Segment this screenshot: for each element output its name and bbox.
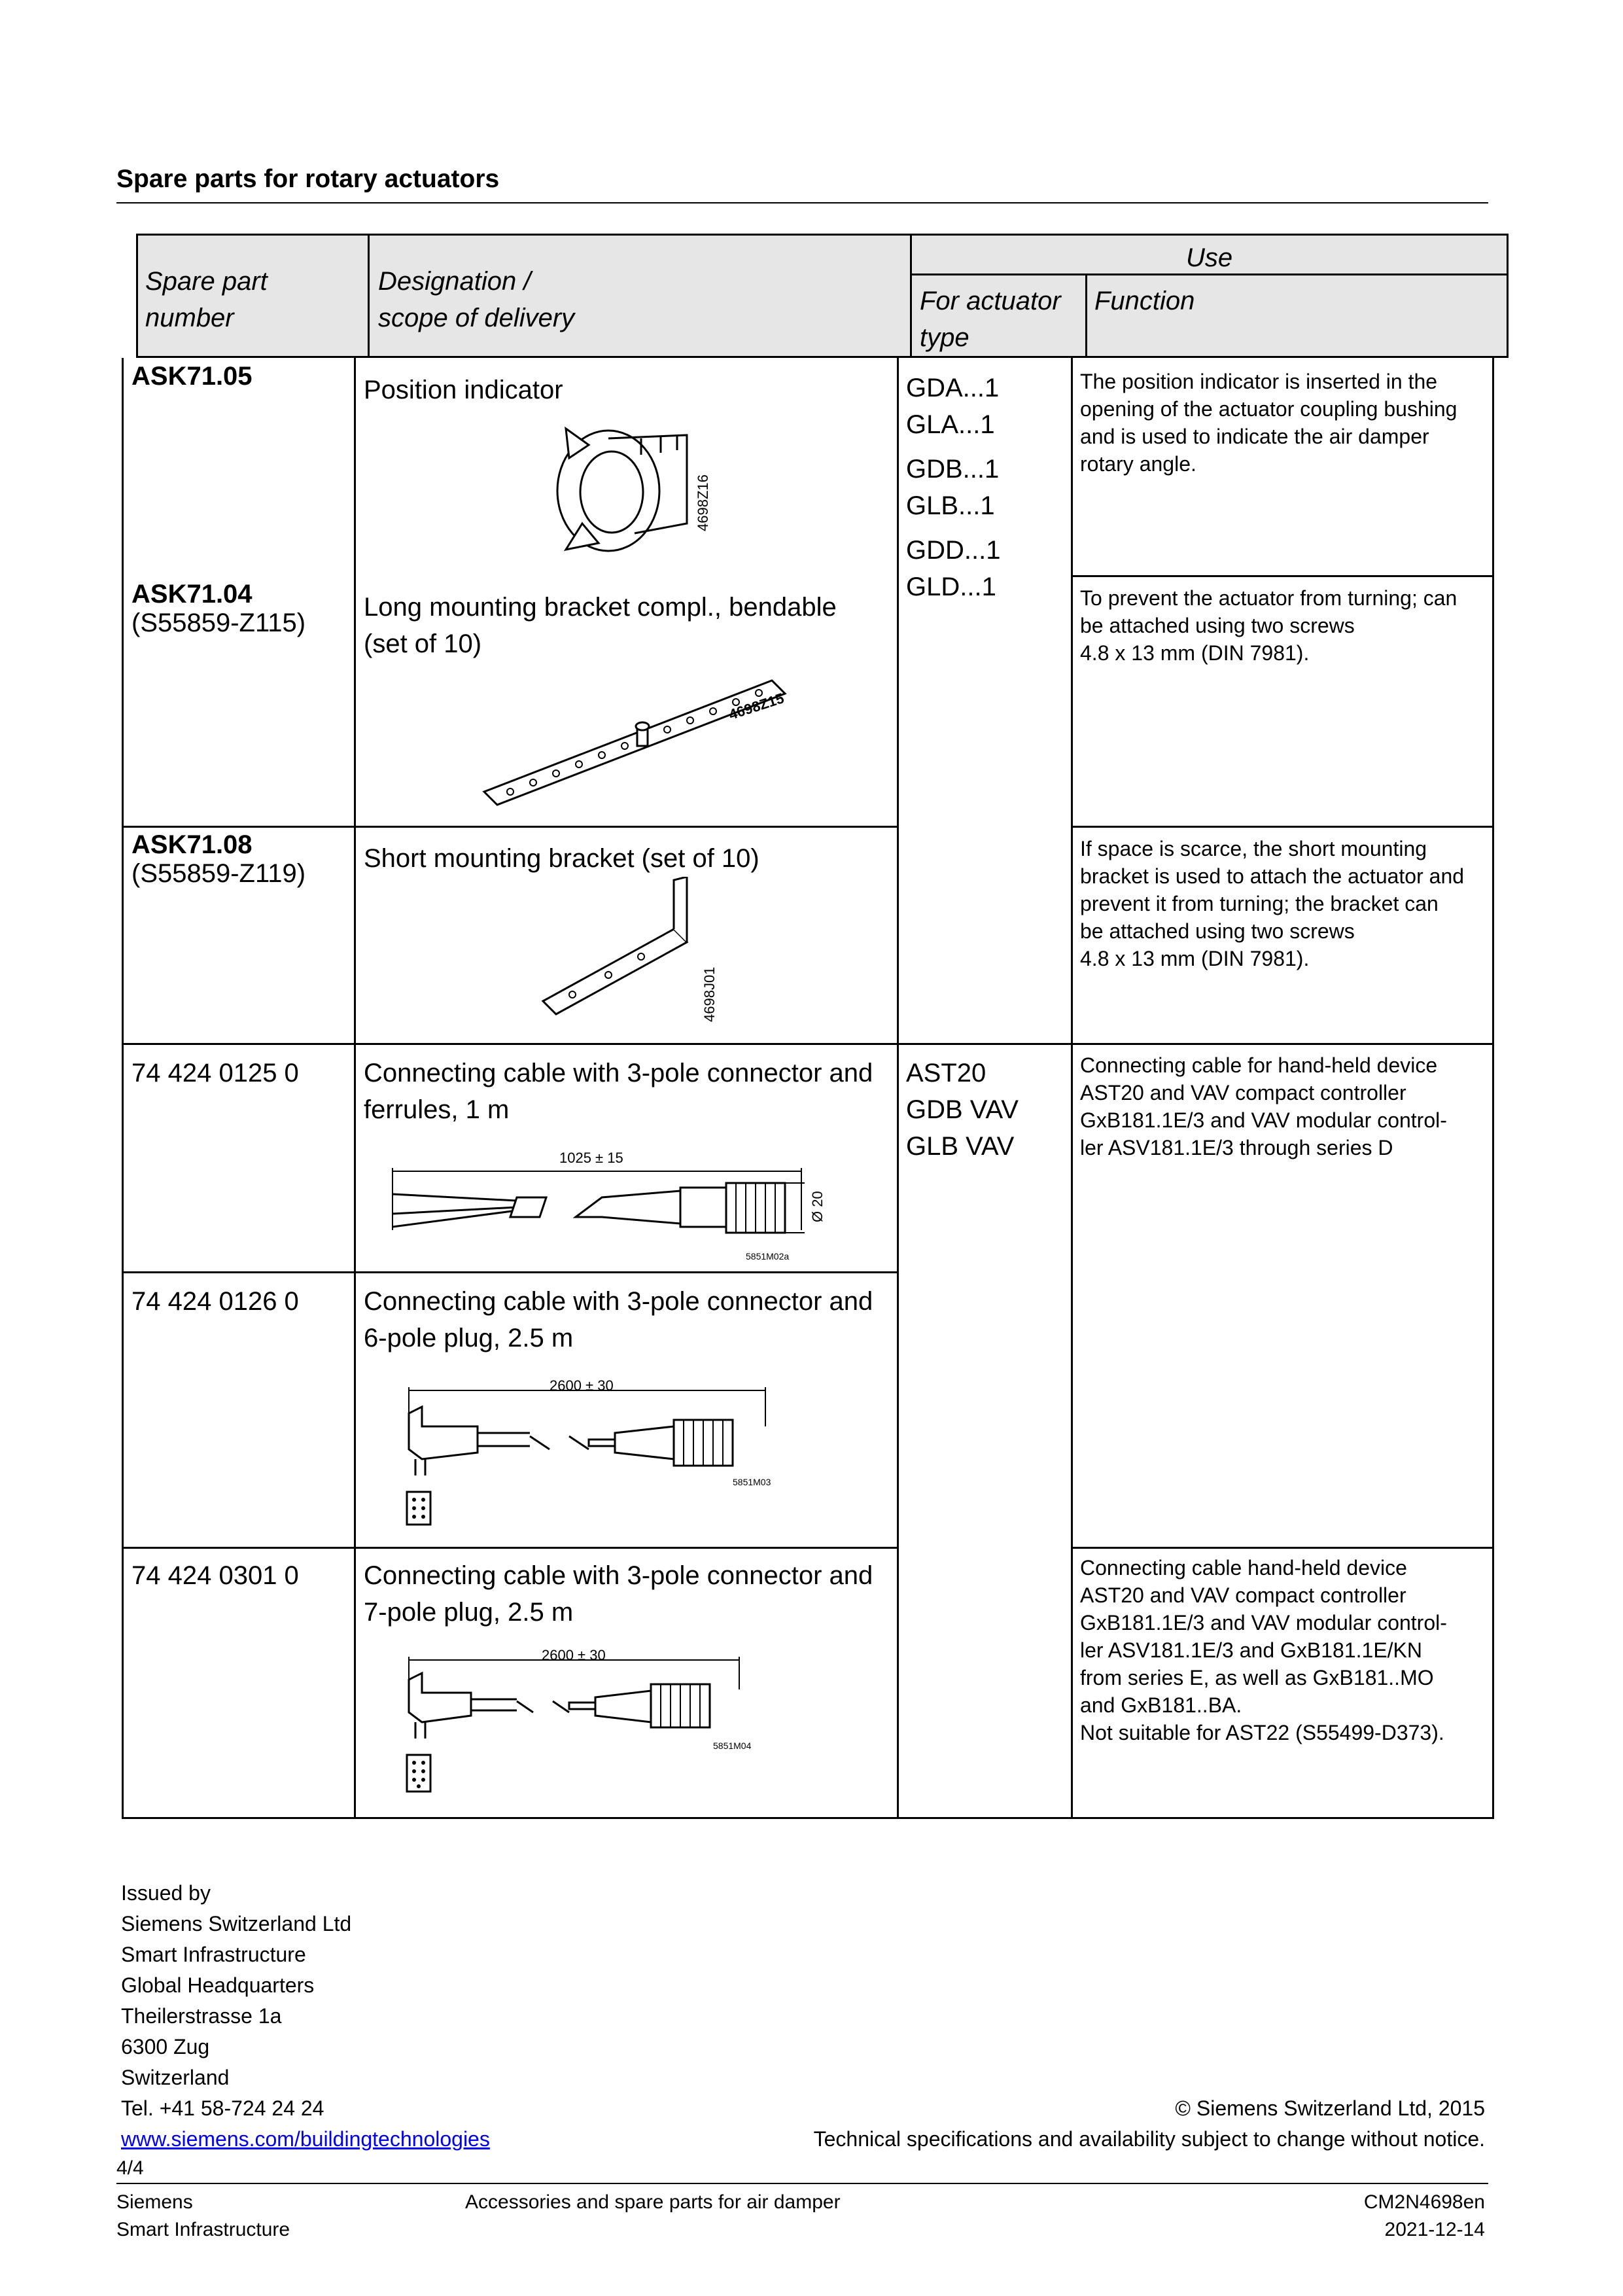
function-line: from series E, as well as GxB181..MO	[1080, 1666, 1434, 1689]
designation-line: Connecting cable with 3-pole connector and	[364, 1059, 873, 1087]
header-designation-line2: scope of delivery	[378, 304, 575, 332]
part-number: 74 424 0125 0	[131, 1059, 299, 1087]
actuator-type: GLA...1	[906, 410, 995, 439]
page-number: 4/4	[116, 2157, 144, 2179]
issued-line: Smart Infrastructure	[121, 1943, 306, 1966]
function-line: ler ASV181.1E/3 and GxB181.1E/KN	[1080, 1638, 1422, 1662]
function-line: ler ASV181.1E/3 through series D	[1080, 1136, 1393, 1159]
function-line: If space is scarce, the short mounting	[1080, 837, 1427, 860]
function-line: 4.8 x 13 mm (DIN 7981).	[1080, 947, 1310, 970]
footer-divider	[116, 2183, 1488, 2184]
part-number-alt: (S55859-Z115)	[131, 609, 306, 637]
grid-line-left	[122, 358, 124, 1819]
disclaimer: Technical specifications and availability subject to change without notice.	[813, 2127, 1485, 2151]
designation-line: (set of 10)	[364, 629, 482, 658]
section-title: Spare parts for rotary actuators	[116, 165, 500, 193]
drawing-code: 5851M04	[713, 1740, 752, 1751]
designation-line: Connecting cable with 3-pole connector and	[364, 1287, 873, 1316]
diameter-label: Ø 20	[809, 1191, 826, 1222]
actuator-type: GLB...1	[906, 491, 995, 520]
drawing-code: 4698J01	[701, 966, 718, 1022]
drawing-code: 5851M03	[733, 1477, 771, 1487]
actuator-type: GDB VAV	[906, 1095, 1019, 1124]
issued-line: 6300 Zug	[121, 2035, 210, 2058]
function-line: bracket is used to attach the actuator and	[1080, 864, 1465, 888]
function-line: To prevent the actuator from turning; can	[1080, 586, 1457, 610]
issued-line: Theilerstrasse 1a	[121, 2004, 282, 2028]
copyright: © Siemens Switzerland Ltd, 2015	[1175, 2096, 1485, 2120]
designation-line: Short mounting bracket (set of 10)	[364, 844, 759, 873]
function-line: be attached using two screws	[1080, 614, 1355, 637]
designation-line: Position indicator	[364, 376, 563, 404]
header-part-number-line1: Spare part	[145, 267, 268, 296]
part-number: ASK71.04	[131, 580, 253, 609]
header-function: Function	[1094, 287, 1195, 315]
grid-line-row5-left	[122, 1547, 899, 1549]
function-line: rotary angle.	[1080, 452, 1196, 476]
actuator-type: AST20	[906, 1059, 986, 1087]
designation-line: 7-pole plug, 2.5 m	[364, 1598, 574, 1627]
grid-line-row3	[122, 1043, 1494, 1045]
issued-line: Switzerland	[121, 2066, 230, 2089]
drawing-code: 4698Z16	[695, 474, 711, 531]
website-link[interactable]: www.siemens.com/buildingtechnologies	[121, 2127, 490, 2151]
footer-division: Smart Infrastructure	[116, 2219, 290, 2240]
cable-drawing-ferrules	[386, 1165, 818, 1250]
function-line: Not suitable for AST22 (S55499-D373).	[1080, 1721, 1444, 1744]
function-line: and GxB181..BA.	[1080, 1693, 1242, 1717]
grid-line-bottom	[122, 1817, 1494, 1819]
cable-drawing-6pole	[399, 1387, 772, 1531]
actuator-type: GLB VAV	[906, 1132, 1015, 1161]
footer-date: 2021-12-14	[1384, 2219, 1485, 2240]
header-use: Use	[1186, 243, 1233, 272]
actuator-type: GLD...1	[906, 573, 996, 601]
part-number: 74 424 0301 0	[131, 1561, 299, 1590]
footer-doc-number: CM2N4698en	[1363, 2191, 1485, 2213]
part-number-alt: (S55859-Z119)	[131, 859, 306, 888]
drawing-code: 4698Z15	[727, 690, 786, 723]
grid-line-col3	[897, 358, 899, 1819]
function-line: and is used to indicate the air damper	[1080, 425, 1429, 448]
issued-line: Siemens Switzerland Ltd	[121, 1912, 352, 1935]
grid-line-row1-function	[1071, 575, 1494, 577]
header-designation-line1: Designation /	[378, 267, 531, 296]
function-line: opening of the actuator coupling bushing	[1080, 397, 1457, 421]
grid-line-row5-function	[1071, 1547, 1494, 1549]
grid-line-row2-function	[1071, 826, 1494, 828]
function-line: GxB181.1E/3 and VAV modular control-	[1080, 1611, 1447, 1634]
header-actuator-type-line1: For actuator	[920, 287, 1061, 315]
grid-line-row4-left	[122, 1271, 899, 1273]
section-divider	[116, 202, 1488, 203]
dimension-label: 1025 ± 15	[559, 1150, 623, 1166]
actuator-type: GDB...1	[906, 455, 1000, 484]
dimension-label: 2600 ± 30	[550, 1377, 614, 1394]
actuator-type: GDA...1	[906, 374, 1000, 402]
function-line: Connecting cable hand-held device	[1080, 1556, 1407, 1580]
header-actuator-type-line2: type	[920, 323, 969, 352]
designation-line: Long mounting bracket compl., bendable	[364, 593, 837, 622]
designation-line: ferrules, 1 m	[364, 1095, 510, 1124]
function-line: 4.8 x 13 mm (DIN 7981).	[1080, 641, 1310, 665]
function-line: be attached using two screws	[1080, 919, 1355, 943]
part-number: 74 424 0126 0	[131, 1287, 299, 1316]
header-part-number-line2: number	[145, 304, 234, 332]
function-line: AST20 and VAV compact controller	[1080, 1081, 1406, 1104]
function-line: GxB181.1E/3 and VAV modular control-	[1080, 1108, 1447, 1132]
footer-company: Siemens	[116, 2191, 193, 2213]
dimension-label: 2600 ± 30	[542, 1647, 606, 1663]
designation-line: Connecting cable with 3-pole connector and	[364, 1561, 873, 1590]
function-line: Connecting cable for hand-held device	[1080, 1053, 1438, 1077]
actuator-type: GDD...1	[906, 536, 1001, 565]
part-number: ASK71.08	[131, 830, 253, 859]
long-bracket-drawing	[471, 661, 824, 811]
cable-drawing-7pole	[399, 1657, 752, 1801]
function-line: The position indicator is inserted in the	[1080, 370, 1438, 393]
drawing-code: 5851M02a	[746, 1251, 790, 1262]
grid-line-col2	[354, 358, 356, 1819]
part-number: ASK71.05	[131, 362, 253, 391]
designation-line: 6-pole plug, 2.5 m	[364, 1324, 574, 1352]
function-line: prevent it from turning; the bracket can	[1080, 892, 1439, 915]
issued-line: Global Headquarters	[121, 1973, 315, 1997]
issued-line: Tel. +41 58-724 24 24	[121, 2096, 324, 2120]
function-line: AST20 and VAV compact controller	[1080, 1583, 1406, 1607]
footer-doc-title: Accessories and spare parts for air damper	[465, 2191, 841, 2213]
issued-line: Issued by	[121, 1881, 211, 1905]
